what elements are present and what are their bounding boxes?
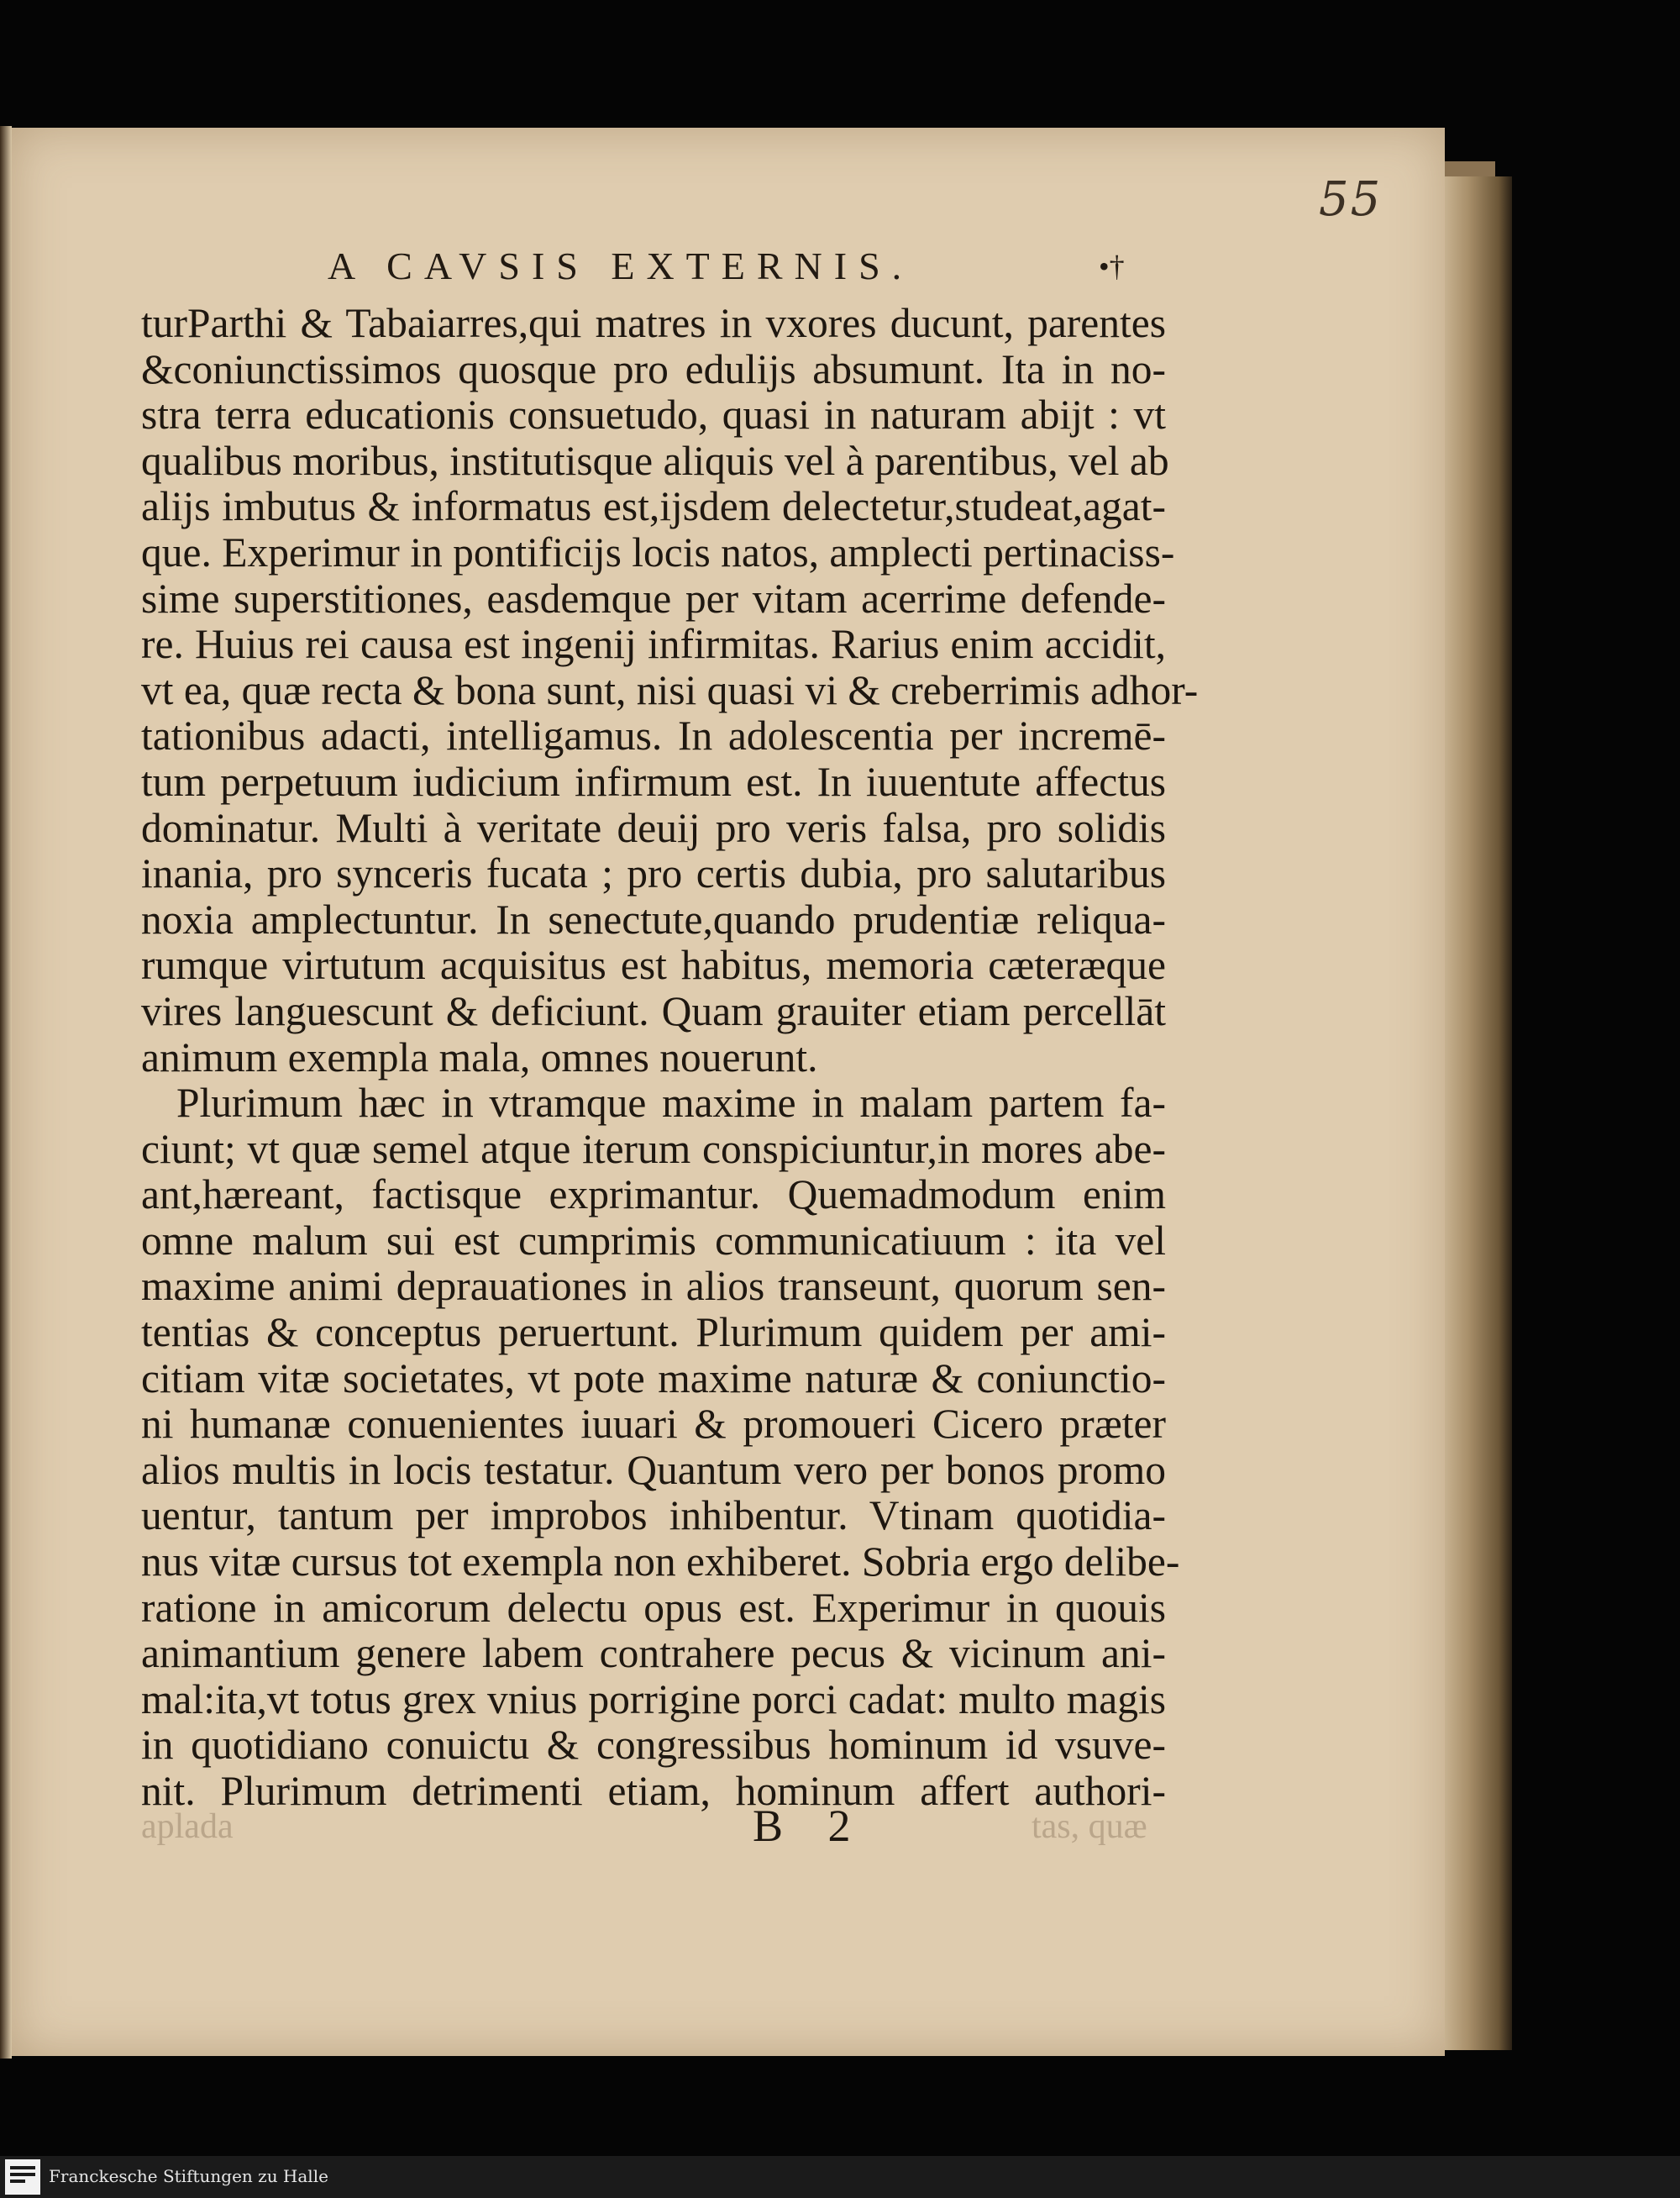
running-head-ornament: •† bbox=[1099, 250, 1125, 283]
text-line: maxime animi deprauationes in alios transeunt, quorum sen- bbox=[141, 1263, 1166, 1310]
footer-bar bbox=[0, 2156, 1680, 2198]
text-line: inania, pro synceris fucata ; pro certis dubia, pro salutaribus bbox=[141, 850, 1166, 897]
book-spine-top bbox=[1445, 161, 1495, 178]
text-line: dominatur. Multi à veritate deuij pro veris falsa, pro solidis bbox=[141, 804, 1166, 851]
printer-signature-mark: B 2 bbox=[753, 1801, 868, 1851]
text-line: tum perpetuum iudicium infirmum est. In iuuentute affectus bbox=[141, 758, 1166, 805]
text-line: qualibus moribus, institutisque aliquis vel à parentibus, vel ab bbox=[141, 437, 1169, 484]
text-line: re. Huius rei causa est ingenij infirmitas. Rarius enim accidit, bbox=[141, 621, 1166, 668]
text-line: ciunt; vt quæ semel atque iterum conspiciuntur,in mores abe- bbox=[141, 1125, 1166, 1172]
text-line: Plurimum hæc in vtramque maxime in malam partem fa- bbox=[176, 1080, 1166, 1127]
text-line: ratione in amicorum delectu opus est. Experimur in quouis bbox=[141, 1584, 1166, 1631]
text-line: animum exempla mala, omnes nouerunt. bbox=[141, 1033, 818, 1081]
text-line: ni humanæ conuenientes iuuari & promoueri Cicero præter bbox=[141, 1401, 1166, 1448]
text-line: alijs imbutus & informatus est,ijsdem delectetur,studeat,agat- bbox=[141, 483, 1166, 530]
bleed-through-text: tas, quæ bbox=[1032, 1807, 1147, 1846]
text-line: alios multis in locis testatur. Quantum vero per bonos promo bbox=[141, 1446, 1166, 1493]
text-line: noxia amplectuntur. In senectute,quando prudentiæ reliqua- bbox=[141, 896, 1166, 943]
text-line: mal:ita,vt totus grex vnius porrigine porci cadat: multo magis bbox=[141, 1675, 1166, 1722]
text-line: animantium genere labem contrahere pecus & vicinum ani- bbox=[141, 1630, 1166, 1677]
text-line: tentias & conceptus peruertunt. Plurimum quidem per ami- bbox=[141, 1309, 1166, 1356]
handwritten-folio-number: 55 bbox=[1319, 172, 1383, 227]
text-line: nus vitæ cursus tot exempla non exhiberet. Sobria ergo delibe- bbox=[141, 1538, 1180, 1585]
text-line: &coniunctissimos quosque pro edulijs absumunt. Ita in no- bbox=[141, 345, 1166, 392]
text-line: turParthi & Tabaiarres,qui matres in vxores ducunt, parentes bbox=[141, 300, 1166, 346]
text-line: vt ea, quæ recta & bona sunt, nisi quasi vi & creberrimis adhor- bbox=[141, 666, 1199, 713]
text-line: in quotidiano conuictu & congressibus hominum id vsuve- bbox=[141, 1722, 1166, 1769]
text-line: uentur, tantum per improbos inhibentur. Vtinam quotidia- bbox=[141, 1492, 1166, 1539]
bleed-through-text: aplada bbox=[141, 1807, 234, 1846]
text-line: sime superstitiones, easdemque per vitam acerrime defende- bbox=[141, 575, 1166, 622]
text-line: vires languescunt & deficiunt. Quam grauiter etiam percellāt bbox=[141, 987, 1166, 1034]
text-line: stra terra educationis consuetudo, quasi in naturam abijt : vt bbox=[141, 392, 1166, 439]
body-text bbox=[141, 300, 1199, 1815]
text-line: omne malum sui est cumprimis communicatiuum : ita vel bbox=[141, 1217, 1166, 1264]
institution-name: Franckesche Stiftungen zu Halle bbox=[49, 2166, 328, 2186]
text-line: citiam vitæ societates, vt pote maxime naturæ & coniunctio- bbox=[141, 1354, 1166, 1401]
institution-logo-icon bbox=[5, 2159, 40, 2195]
facing-page-edge bbox=[0, 126, 12, 2059]
book-fore-edge bbox=[1445, 176, 1512, 2050]
text-line: que. Experimur in pontificijs locis natos, amplecti pertinaciss- bbox=[141, 528, 1175, 576]
text-line: nit. Plurimum detrimenti etiam, hominum affert authori- bbox=[141, 1768, 1166, 1814]
text-line: tationibus adacti, intelligamus. In adolescentia per incremē- bbox=[141, 713, 1166, 760]
running-head: A CAVSIS EXTERNIS. bbox=[328, 245, 914, 287]
text-line: ant,hæreant, factisque exprimantur. Quemadmodum enim bbox=[141, 1171, 1166, 1218]
text-line: rumque virtutum acquisitus est habitus, memoria cæteræque bbox=[141, 942, 1166, 989]
